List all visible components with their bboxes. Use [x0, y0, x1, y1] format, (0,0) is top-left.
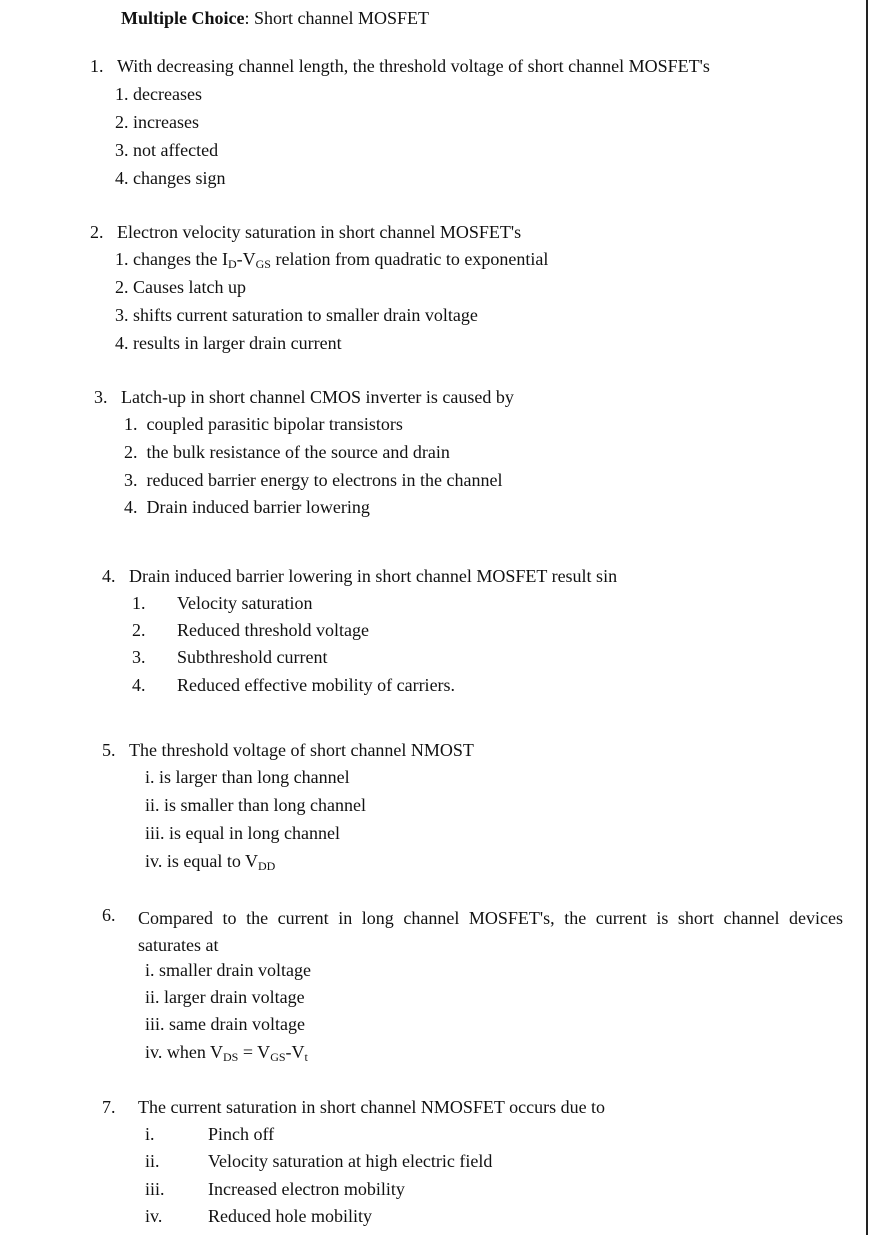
option: [124, 497, 370, 518]
question-number: 4.: [102, 566, 116, 586]
option: [124, 442, 450, 463]
option-marker: ii.: [145, 795, 160, 815]
option-text: is smaller than long channel: [164, 795, 366, 815]
option-text: Subthreshold current: [177, 647, 328, 667]
option-text: Pinch off: [208, 1124, 275, 1144]
option-marker: 1.: [115, 84, 129, 104]
question-text: With decreasing channel length, the threshold voltage of short channel MOSFET's: [117, 56, 710, 76]
option: [145, 1124, 274, 1145]
option-text: Drain induced barrier lowering: [146, 497, 370, 517]
option-text: Reduced effective mobility of carriers.: [177, 675, 456, 695]
option: [115, 84, 202, 105]
option-text: Reduced threshold voltage: [177, 620, 369, 640]
option-text: decreases: [133, 84, 202, 104]
option-marker: 1.: [132, 593, 146, 613]
question-text: Compared to the current in long channel MOSFET's, the current is short channel devices saturates at: [138, 908, 843, 955]
question-1: [90, 56, 710, 77]
option-marker: iv.: [145, 1206, 163, 1226]
option: [132, 647, 327, 668]
option-marker: iv.: [145, 851, 163, 871]
page-title: Multiple Choice: Short channel MOSFET: [121, 8, 430, 28]
option: [115, 305, 478, 326]
question-number: 7.: [102, 1097, 116, 1117]
question-number: 6.: [102, 905, 116, 925]
option-marker: 1.: [115, 249, 129, 269]
option: [115, 249, 548, 270]
option-marker: 2.: [115, 277, 129, 297]
option-text: the bulk resistance of the source and drain: [146, 442, 450, 462]
option: [145, 1179, 405, 1200]
question-number: 1.: [90, 56, 104, 76]
option-text: coupled parasitic bipolar transistors: [146, 414, 403, 434]
title-topic: Short channel MOSFET: [254, 8, 430, 28]
option-marker: 3.: [132, 647, 146, 667]
option-marker: ii.: [145, 987, 160, 1007]
option-marker: 2.: [115, 112, 129, 132]
option-marker: 3.: [115, 140, 129, 160]
option-text: larger drain voltage: [164, 987, 305, 1007]
option: [145, 1151, 492, 1172]
option-marker: iii.: [145, 1014, 165, 1034]
option-marker: ii.: [145, 1151, 160, 1171]
option: [145, 767, 350, 788]
option-text: is equal in long channel: [169, 823, 340, 843]
option-marker: i.: [145, 960, 155, 980]
question-number: 5.: [102, 740, 116, 760]
title-label: Multiple Choice: [121, 8, 245, 28]
option: [145, 851, 275, 872]
option-text: shifts current saturation to smaller drain voltage: [133, 305, 478, 325]
option: [115, 112, 199, 133]
question-3: [94, 387, 514, 408]
option-text: increases: [133, 112, 199, 132]
option: [115, 277, 246, 298]
option-marker: 2.: [124, 442, 138, 462]
option-text-rich: when $V_{DS} = V_{GS}-V_t$: [166, 1042, 308, 1064]
option: [145, 1042, 308, 1063]
question-text: Latch-up in short channel CMOS inverter is caused by: [121, 387, 514, 407]
option-marker: iii.: [145, 1179, 165, 1199]
option-marker: 3.: [115, 305, 129, 325]
option-text: same drain voltage: [169, 1014, 305, 1034]
option-text: Causes latch up: [133, 277, 246, 297]
option-text: Velocity saturation: [177, 593, 313, 613]
option-text: reduced barrier energy to electrons in the channel: [146, 470, 503, 490]
question-5: [102, 740, 474, 761]
option: [145, 1014, 305, 1035]
page-right-border: [866, 0, 868, 1235]
option-marker: 2.: [132, 620, 146, 640]
option-text: results in larger drain current: [133, 333, 342, 353]
option: [145, 1206, 372, 1227]
option-text: Reduced hole mobility: [208, 1206, 372, 1226]
option: [145, 823, 340, 844]
option: [124, 414, 403, 435]
option-text-rich: is equal to $V_{DD}$: [166, 851, 276, 873]
option: [115, 168, 225, 189]
option-text: changes sign: [133, 168, 226, 188]
option: [132, 620, 369, 641]
option: [132, 593, 312, 614]
option-marker: i.: [145, 1124, 155, 1144]
option-marker: 4.: [132, 675, 146, 695]
option-text: Velocity saturation at high electric field: [208, 1151, 493, 1171]
question-text: Drain induced barrier lowering in short channel MOSFET result sin: [129, 566, 618, 586]
question-number: 3.: [94, 387, 108, 407]
option-marker: 3.: [124, 470, 138, 490]
question-4: [102, 566, 617, 587]
option-marker: 1.: [124, 414, 138, 434]
option-text: not affected: [133, 140, 219, 160]
option-marker: 4.: [115, 168, 129, 188]
question-6: [102, 905, 116, 926]
option: [115, 333, 342, 354]
option-marker: 4.: [115, 333, 129, 353]
option-text: is larger than long channel: [159, 767, 350, 787]
option-text: Increased electron mobility: [208, 1179, 405, 1199]
question-number: 2.: [90, 222, 104, 242]
option: [145, 987, 305, 1008]
question-text: The threshold voltage of short channel NMOST: [129, 740, 474, 760]
option: [124, 470, 503, 491]
option: [145, 960, 311, 981]
option-marker: i.: [145, 767, 155, 787]
option-marker: iv.: [145, 1042, 163, 1062]
question-7: [102, 1097, 605, 1118]
question-text: The current saturation in short channel NMOSFET occurs due to: [138, 1097, 606, 1117]
option-text: smaller drain voltage: [159, 960, 311, 980]
option: [145, 795, 366, 816]
option-text-rich: changes the $I_D-V_{GS}$ relation from quadratic to exponential: [133, 249, 549, 271]
option: [115, 140, 218, 161]
option-marker: 4.: [124, 497, 138, 517]
option-marker: iii.: [145, 823, 165, 843]
option: [132, 675, 455, 696]
question-2: [90, 222, 521, 243]
question-text: Electron velocity saturation in short channel MOSFET's: [117, 222, 522, 242]
